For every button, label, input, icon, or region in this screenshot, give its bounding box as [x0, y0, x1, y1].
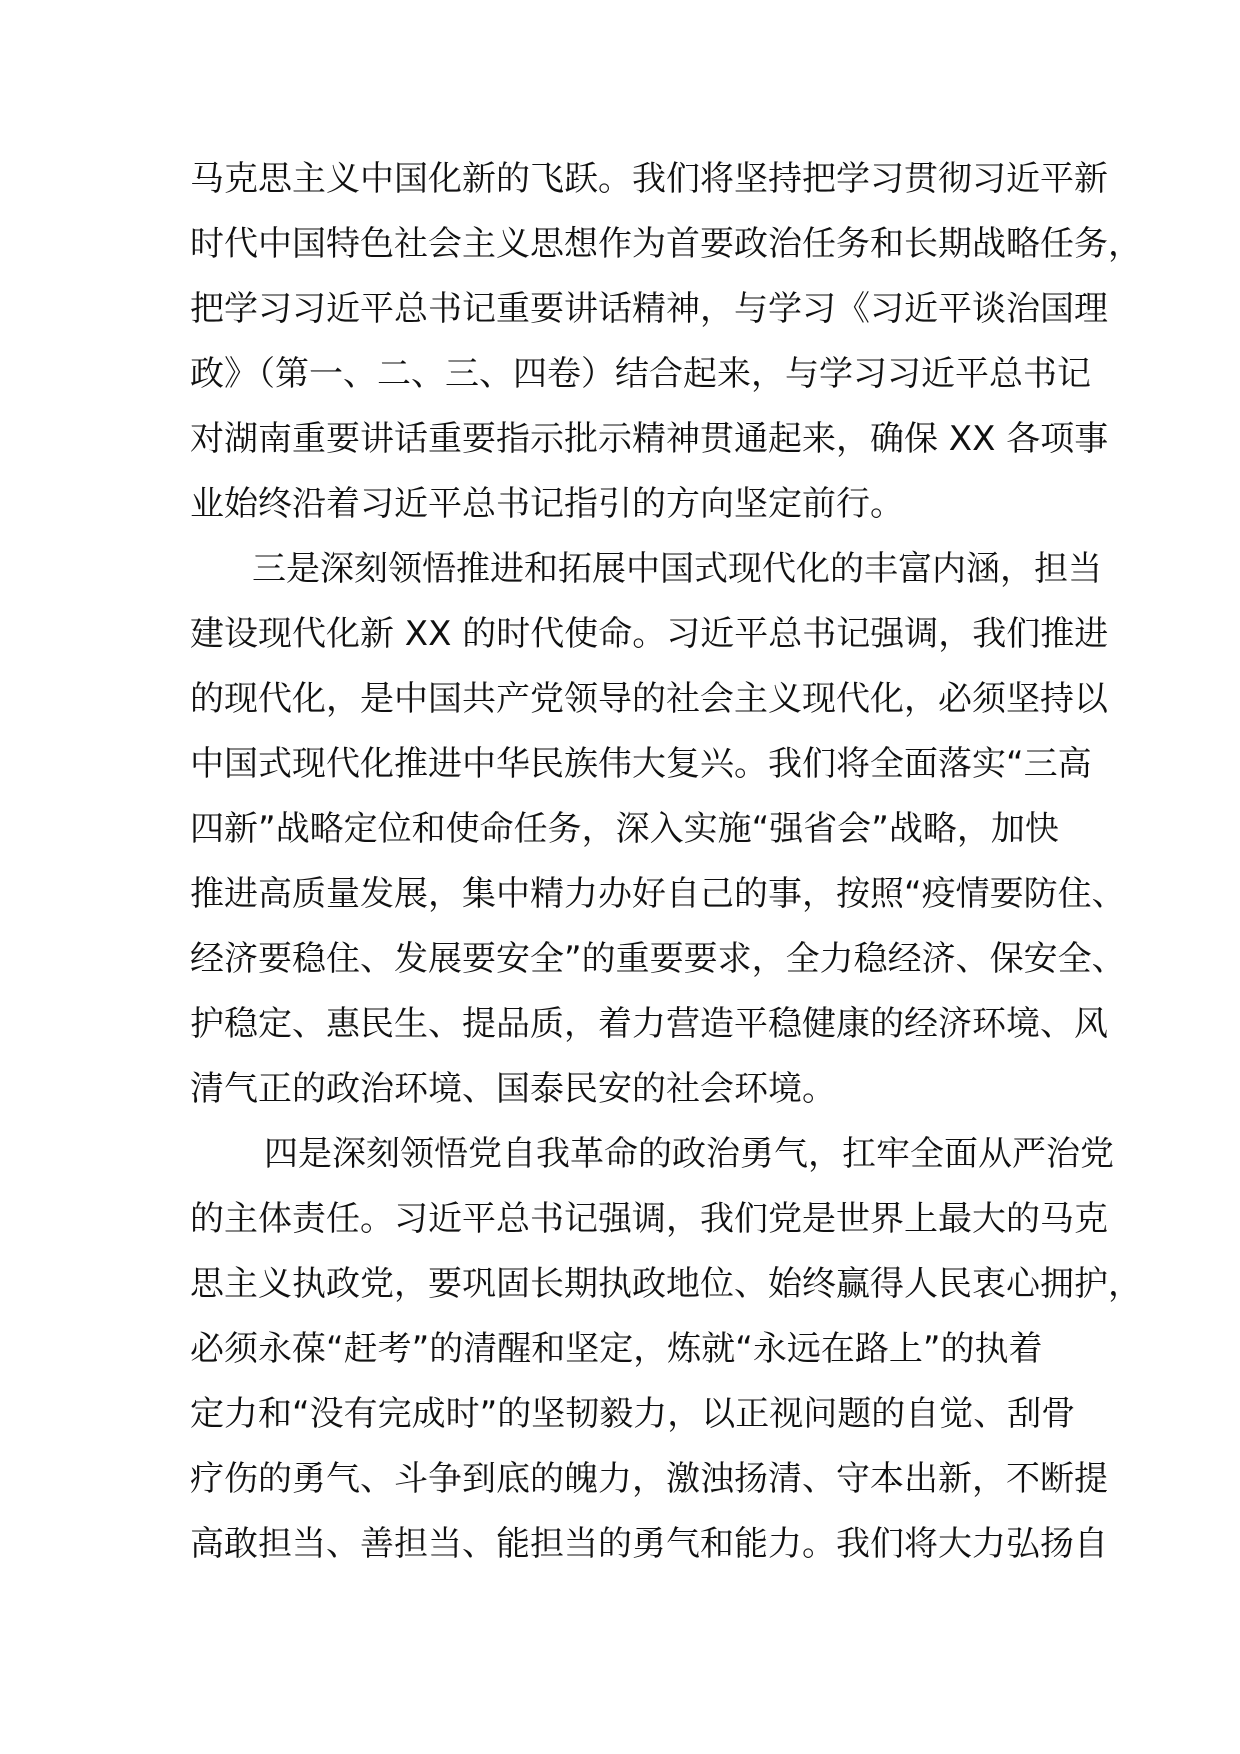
text-line: 中国式现代化推进中华民族伟大复兴。我们将全面落实“三高 — [190, 744, 1092, 784]
text-line: 护稳定、惠民生、提品质，着力营造平稳健康的经济环境、风 — [190, 1004, 1108, 1044]
text-line: 四是深刻领悟党自我革命的政治勇气，扛牢全面从严治党 — [264, 1134, 1114, 1174]
paragraph-1 — [190, 147, 1142, 537]
text-line: 清气正的政治环境、国泰民安的社会环境。 — [190, 1069, 836, 1109]
text-line: 思主义执政党，要巩固长期执政地位、始终赢得人民衷心拥护， — [190, 1264, 1142, 1304]
text-line: 的现代化，是中国共产党领导的社会主义现代化，必须坚持以 — [190, 679, 1108, 719]
text-line: 推进高质量发展，集中精力办好自己的事，按照“疫情要防住、 — [190, 874, 1126, 914]
text-line: 把学习习近平总书记重要讲话精神，与学习《习近平谈治国理 — [190, 289, 1108, 329]
text-line: 建设现代化新 XX 的时代使命。习近平总书记强调，我们推进 — [190, 614, 1109, 654]
text-line: 业始终沿着习近平总书记指引的方向坚定前行。 — [190, 484, 904, 524]
text-line: 经济要稳住、发展要安全”的重要要求，全力稳经济、保安全、 — [190, 939, 1126, 979]
text-line: 的主体责任。习近平总书记强调，我们党是世界上最大的马克 — [190, 1199, 1108, 1239]
text-line: 三是深刻领悟推进和拓展中国式现代化的丰富内涵，担当 — [252, 549, 1102, 589]
text-line: 疗伤的勇气、斗争到底的魄力，激浊扬清、守本出新，不断提 — [190, 1459, 1108, 1499]
text-line: 高敢担当、善担当、能担当的勇气和能力。我们将大力弘扬自 — [190, 1524, 1108, 1564]
text-line: 时代中国特色社会主义思想作为首要政治任务和长期战略任务， — [190, 224, 1142, 264]
text-line: 政》（第一、二、三、四卷）结合起来，与学习习近平总书记 — [190, 354, 1091, 394]
text-line: 马克思主义中国化新的飞跃。我们将坚持把学习贯彻习近平新 — [190, 159, 1108, 199]
paragraph-2 — [190, 537, 1126, 1122]
text-line: 对湖南重要讲话重要指示批示精神贯通起来，确保 XX 各项事 — [190, 419, 1109, 459]
text-line: 必须永葆“赶考”的清醒和坚定，炼就“永远在路上”的执着 — [190, 1329, 1043, 1369]
text-line: 定力和“没有完成时”的坚韧毅力，以正视问题的自觉、刮骨 — [190, 1394, 1076, 1434]
text-line: 四新”战略定位和使命任务，深入实施“强省会”战略，加快 — [190, 809, 1059, 849]
paragraph-3 — [190, 1122, 1142, 1577]
